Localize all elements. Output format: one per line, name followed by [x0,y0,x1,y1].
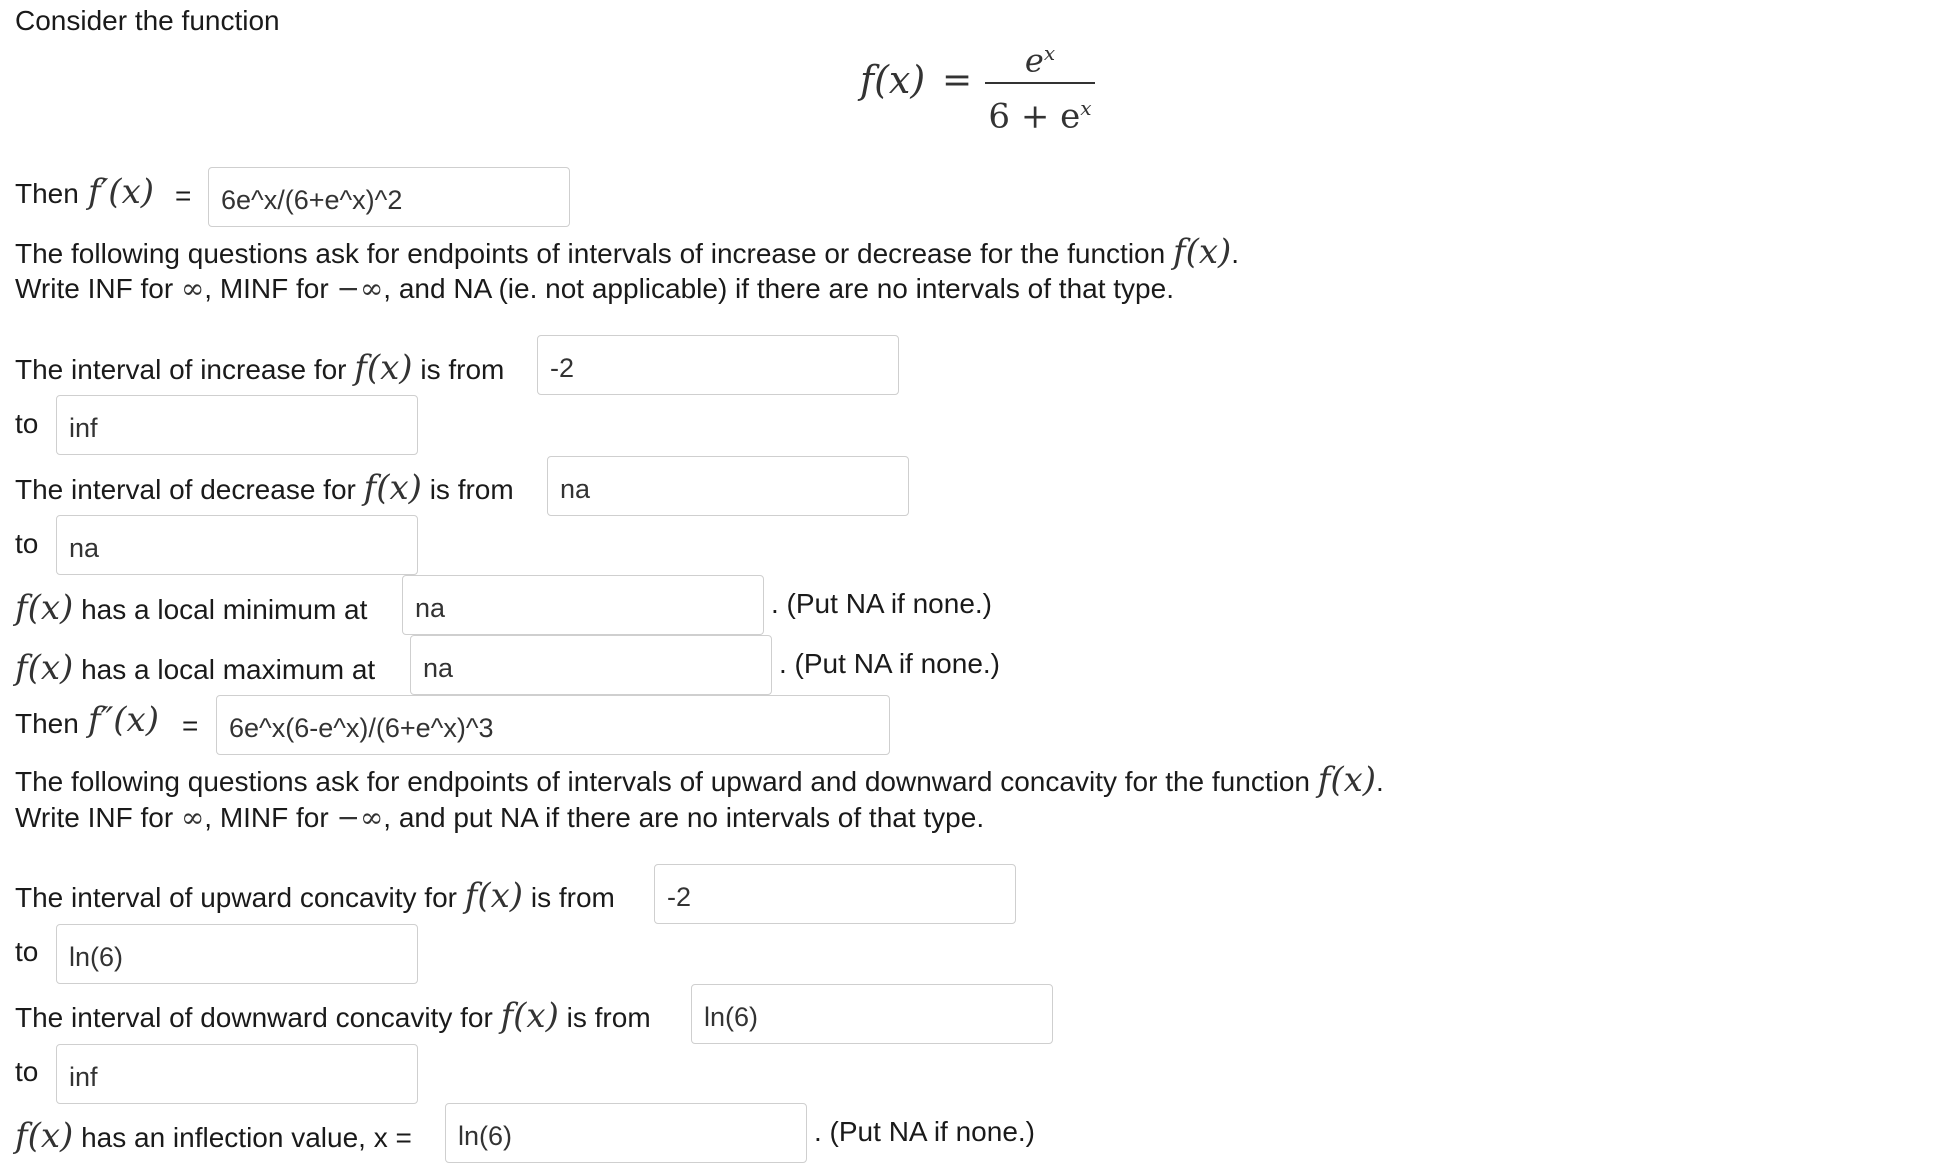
inc-dec-line2-b: , MINF for [204,273,329,304]
local-min-fx: f(x) [15,588,74,628]
inc-dec-line2-c: , and NA (ie. not applicable) if there are no intervals of that type. [383,273,1174,304]
decrease-label [15,468,514,508]
intro-text: Consider the function [15,5,280,36]
second-derivative-equals: = [182,710,199,741]
decrease-from-input[interactable] [547,456,909,516]
increase-from-input[interactable] [537,335,899,395]
downward-label [15,996,651,1036]
increase-label [15,348,504,388]
formula-denominator: 6 + e [988,96,1081,137]
second-derivative-prefix: Then [15,708,79,739]
formula-lhs: f(x) [860,58,926,102]
local-min-text: has a local minimum at [81,594,368,625]
local-max-label [15,648,375,688]
concavity-period: . [1376,766,1384,797]
decrease-to-input[interactable] [56,515,418,575]
decrease-label-b: is from [429,474,514,505]
local-min-note: . (Put NA if none.) [771,588,992,619]
concavity-fx: f(x) [1317,760,1377,800]
concavity-line2-c: , and put NA if there are no intervals of that type. [383,802,985,833]
downward-from-input[interactable] [691,984,1053,1044]
inc-dec-instructions-line1 [15,232,1239,272]
derivative-equals: = [175,180,192,211]
inc-dec-fx: f(x) [1172,232,1232,272]
downward-to-label: to [15,1056,39,1087]
formula-numerator: e [1024,41,1044,80]
formula-denominator-exp: x [1080,96,1092,120]
downward-label-b: is from [566,1002,651,1033]
inc-dec-period: . [1231,238,1240,269]
fdoubleprime-symbol: f″(x) [88,700,159,740]
inc-dec-instructions-line2 [15,272,1174,305]
upward-label-a: The interval of upward concavity for [15,882,457,913]
concavity-line1-text: The following questions ask for endpoints of intervals of upward and downward concavity for the function [15,766,1310,797]
formula-fraction [985,30,1095,136]
concavity-neg-infinity-symbol: −∞ [336,801,384,834]
decrease-fx: f(x) [363,468,422,508]
increase-fx: f(x) [354,348,413,388]
inflection-label [15,1116,412,1156]
downward-to-input[interactable] [56,1044,418,1104]
inflection-input[interactable] [445,1103,807,1163]
concavity-instructions-line1 [15,760,1384,800]
fraction-bar [985,82,1095,84]
decrease-to-label: to [15,528,39,559]
increase-label-a: The interval of increase for [15,354,347,385]
formula-numerator-exp: x [1043,41,1056,65]
concavity-line2-a: Write INF for [15,802,174,833]
infinity-symbol: ∞ [180,272,205,305]
concavity-instructions-line2 [15,801,984,834]
increase-to-input[interactable] [56,395,418,455]
inc-dec-line2-a: Write INF for [15,273,174,304]
inflection-fx: f(x) [15,1116,74,1156]
downward-label-a: The interval of downward concavity for [15,1002,493,1033]
upward-label [15,876,615,916]
increase-label-b: is from [420,354,505,385]
downward-fx: f(x) [500,996,559,1036]
local-min-input[interactable] [402,575,764,635]
inflection-text: has an inflection value, x = [81,1122,412,1153]
concavity-infinity-symbol: ∞ [180,801,205,834]
second-derivative-input[interactable] [216,695,890,755]
upward-label-b: is from [530,882,615,913]
inc-dec-line1-text: The following questions ask for endpoints of intervals of increase or decrease for the function [15,238,1166,269]
upward-to-input[interactable] [56,924,418,984]
upward-fx: f(x) [464,876,524,916]
decrease-label-a: The interval of decrease for [15,474,356,505]
local-max-note: . (Put NA if none.) [779,648,1000,679]
upward-from-input[interactable] [654,864,1016,924]
derivative-prefix: Then [15,178,79,209]
fprime-symbol: f′(x) [88,172,155,212]
upward-to-label: to [15,936,39,967]
inflection-note: . (Put NA if none.) [814,1116,1035,1147]
formula-equals: = [942,60,973,101]
local-min-label [15,588,367,628]
derivative-input[interactable] [208,167,570,227]
neg-infinity-symbol: −∞ [336,272,384,305]
concavity-line2-b: , MINF for [204,802,329,833]
local-max-fx: f(x) [15,648,74,688]
local-max-text: has a local maximum at [81,654,376,685]
local-max-input[interactable] [410,635,772,695]
increase-to-label: to [15,408,39,439]
